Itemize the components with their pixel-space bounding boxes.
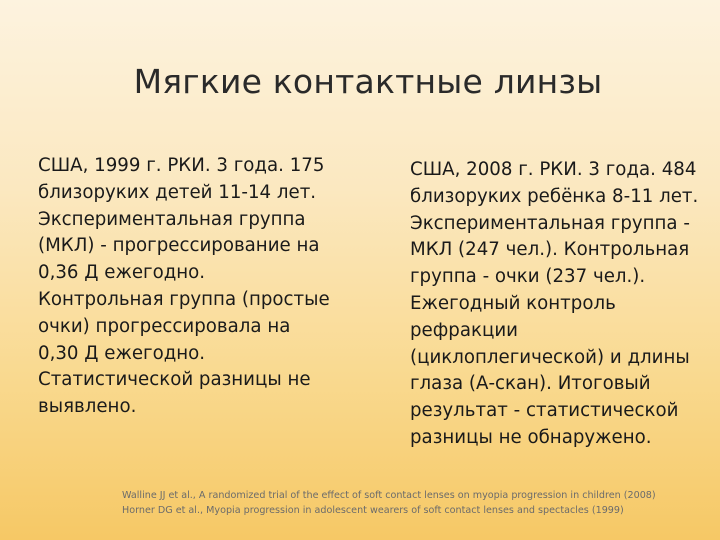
right-line: США, 2008 г. РКИ. 3 года. 484: [410, 159, 697, 180]
right-line: результат - статистической: [410, 400, 679, 422]
left-line: близоруких детей 11-14 лет.: [38, 181, 317, 203]
left-line: США, 1999 г. РКИ. 3 года. 175: [38, 155, 325, 176]
left-line: 0,30 Д ежегодно.: [38, 342, 206, 364]
left-line: Статистической разницы не: [38, 369, 311, 391]
left-line: очки) прогрессировала на: [38, 315, 291, 337]
left-line: Экспериментальная группа: [38, 208, 306, 230]
right-line: Ежегодный контроль: [410, 292, 616, 314]
references: [122, 488, 717, 518]
left-line: 0,36 Д ежегодно.: [38, 262, 206, 284]
right-line: разницы не обнаружено.: [410, 426, 652, 448]
slide-title: Мягкие контактные линзы: [133, 62, 603, 101]
right-line: МКЛ (247 чел.). Контрольная: [410, 239, 690, 261]
right-line: Экспериментальная группа -: [410, 212, 690, 234]
right-line: группа - очки (237 чел.).: [410, 266, 646, 288]
right-line: близоруких ребёнка 8-11 лет.: [410, 185, 699, 207]
reference-item: Walline JJ et al., A randomized trial of the effect of soft contact lenses on myopia progression in children (2008): [122, 490, 656, 501]
left-column-text: [38, 153, 358, 421]
left-line: (МКЛ) - прогрессирование на: [38, 235, 320, 257]
right-line: рефракции: [410, 319, 518, 341]
right-line: (циклоплегической) и длины: [410, 346, 690, 368]
left-line: выявлено.: [38, 396, 137, 418]
right-line: глаза (А-скан). Итоговый: [410, 373, 651, 395]
left-line: Контрольная группа (простые: [38, 288, 330, 310]
reference-item: Horner DG et al., Myopia progression in adolescent wearers of soft contact lenses and spectacles (1999): [122, 505, 624, 516]
right-column-text: [410, 157, 710, 452]
